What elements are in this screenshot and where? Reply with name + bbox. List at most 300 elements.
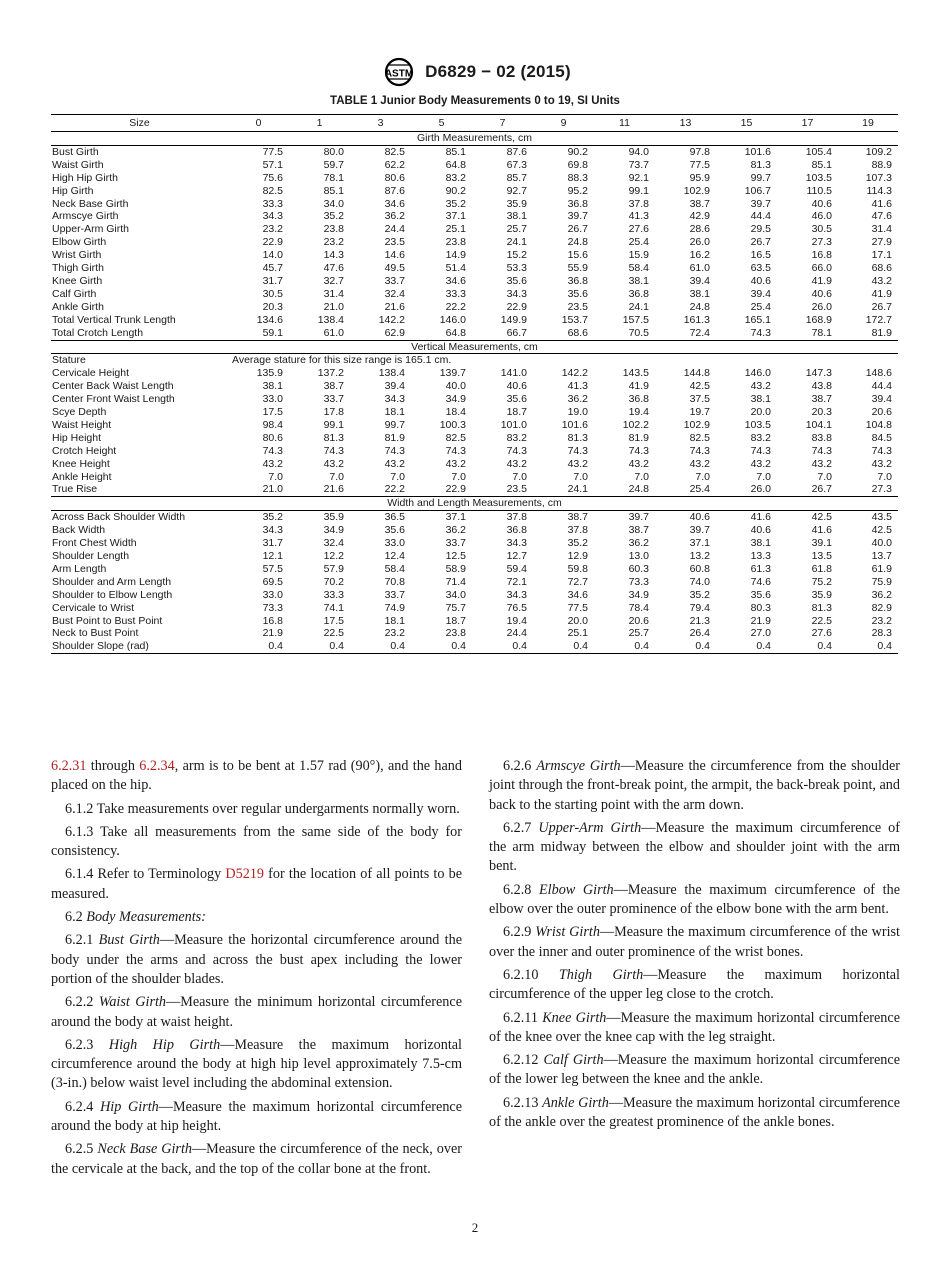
cell-value: 43.2 [323,457,344,470]
cell-value: 43.2 [689,457,710,470]
table-row [51,354,898,367]
row-label: Total Vertical Trunk Length [52,313,176,326]
cell-value: 74.3 [750,444,771,457]
cell-value: 37.8 [628,197,649,210]
cell-value: 35.6 [750,588,771,601]
cell-value: 69.5 [262,575,283,588]
cell-value: 74.3 [811,444,832,457]
row-label: Bust Girth [52,145,99,158]
cell-value: 101.0 [500,418,527,431]
cell-value: 39.4 [689,274,710,287]
cell-value: 134.6 [256,313,283,326]
cell-value: 47.6 [871,210,892,223]
cell-value: 13.0 [628,550,649,562]
cell-value: 36.2 [871,588,892,601]
logo-text: ASTM [385,68,414,80]
row-label: Ankle Height [52,470,112,483]
size-header-cell: 5 [411,115,472,132]
row-label: Ankle Girth [52,300,104,313]
cell-value: 157.5 [622,313,649,326]
cell-value: 41.9 [628,380,649,393]
cell-value: 43.2 [384,457,405,470]
table-row [51,159,898,172]
cell-value: 149.9 [500,313,527,326]
right-column [489,757,900,1136]
row-label: Center Back Waist Length [52,380,174,393]
section-header-row [51,132,898,146]
row-label: Knee Girth [52,274,103,287]
cell-value: 21.6 [323,483,344,496]
cell-value: 36.2 [628,537,649,550]
cell-value: 34.3 [506,588,527,601]
table-row [51,145,898,158]
cell-value: 33.7 [445,537,466,550]
cell-value: 142.2 [378,313,405,326]
cell-value: 15.6 [567,249,588,262]
section-header-row [51,497,898,511]
cell-value: 23.8 [323,223,344,236]
cell-value: 24.8 [628,483,649,496]
cell-value: 40.0 [871,537,892,550]
cell-value: 15.9 [628,249,649,262]
cell-value: 23.5 [384,236,405,249]
cell-value: 12.4 [384,550,405,562]
row-label: Wrist Girth [52,249,102,262]
standard-link[interactable]: D5219 [225,866,265,883]
cell-value: 13.3 [750,550,771,562]
cell-value: 74.3 [262,444,283,457]
cell-value: 31.4 [871,223,892,236]
cell-value: 60.8 [689,562,710,575]
cell-value: 43.2 [567,457,588,470]
size-header-cell: 1 [289,115,350,132]
cell-value: 144.8 [683,367,710,380]
cell-value: 41.3 [567,380,588,393]
cell-value: 80.6 [384,171,405,184]
cell-value: 39.7 [567,210,588,223]
measurements-table [51,114,898,654]
cell-value: 76.5 [506,601,527,614]
cell-value: 61.8 [811,562,832,575]
cell-value: 33.0 [262,588,283,601]
paragraph [489,881,900,920]
cell-value: 35.6 [567,287,588,300]
paragraph-text: —Measure the maximum horizontal circumference of the knee over the knee cap with the leg straight. [489,1009,900,1045]
cell-value: 74.6 [750,575,771,588]
cell-value: 38.1 [262,380,283,393]
row-label: Shoulder Slope (rad) [51,640,228,653]
cell-value: 37.1 [445,210,466,223]
cell-value: 59.1 [262,326,283,339]
cell-value: 74.3 [506,444,527,457]
section-title: Girth Measurements, cm [51,132,898,146]
cell-value: 13.5 [811,550,832,562]
cell-value: 33.3 [445,287,466,300]
cell-value: 34.3 [262,524,283,537]
cell-value: 38.7 [323,380,344,393]
section-number: 6.2.1 [65,932,94,949]
cell-value: 36.8 [567,274,588,287]
row-label: Armscye Girth [52,210,119,223]
cell-value: 61.3 [750,562,771,575]
cell-value: 70.5 [628,326,649,339]
cell-value: 25.7 [506,223,527,236]
cell-value: 24.1 [628,300,649,313]
cell-value: 17.1 [871,249,892,262]
cell-value: 80.0 [323,145,344,158]
cell-value: 95.9 [689,171,710,184]
cell-value: 85.1 [811,158,832,171]
cell-value: 0.4 [228,640,289,653]
cell-value: 29.5 [750,223,771,236]
cell-value: 38.7 [811,393,832,406]
size-header-cell: 13 [655,115,716,132]
paragraph [489,1009,900,1048]
cell-value: 23.8 [445,236,466,249]
cell-value: 13.2 [689,550,710,562]
cell-value: 23.2 [323,236,344,249]
cell-value: 26.0 [689,236,710,249]
cell-value: 62.2 [384,158,405,171]
cell-value: 85.1 [323,184,344,197]
paragraph-text: Refer to Terminology [93,866,226,883]
row-label: Hip Girth [52,184,94,197]
cell-value: 110.5 [806,184,832,197]
section-number: 6.2.10 [503,966,539,983]
section-term: Thigh Girth [558,966,644,983]
cell-value: 34.6 [445,274,466,287]
cell-value: 41.6 [750,511,771,524]
cell-value: 21.9 [262,627,283,640]
table-row [51,223,898,236]
cell-value: 27.0 [750,627,771,640]
row-label: Upper-Arm Girth [52,223,130,236]
cell-value: 34.9 [323,524,344,537]
cell-value: 88.3 [567,171,588,184]
cell-value: 85.7 [506,171,527,184]
cell-value: 0.4 [655,640,716,653]
cell-value: 83.8 [811,431,832,444]
cell-value: 90.2 [445,184,466,197]
cell-value: 43.2 [750,380,771,393]
cell-value: 59.8 [567,562,588,575]
cell-value: 19.7 [689,406,710,419]
cell-value: 41.6 [871,197,892,210]
section-number: 6.2.3 [65,1036,94,1053]
section-number: 6.2.7 [503,819,532,836]
paragraph-text: —Measure the maximum horizontal circumference around the body at hip height. [51,1098,463,1135]
cell-value: 32.4 [323,537,344,550]
paragraph [489,757,900,815]
paragraph [51,823,462,862]
cell-value: 148.6 [865,367,892,380]
table-row [51,483,898,496]
size-header-cell: 3 [350,115,411,132]
table-row [51,445,898,458]
cell-value: 71.4 [445,575,466,588]
cell-value: 16.8 [262,614,283,627]
cell-value: 74.3 [750,326,771,339]
section-link[interactable]: 6.2.31 [51,758,87,774]
cell-value: 19.4 [506,614,527,627]
cell-value: 47.6 [323,262,344,275]
row-note: Average stature for this size range is 165.1 cm. [232,354,452,367]
cell-value: 35.2 [445,197,466,210]
cell-value: 51.4 [445,262,466,275]
cell-value: 74.1 [323,601,344,614]
paragraph [51,1140,462,1179]
cell-value: 14.3 [323,249,344,262]
cell-value: 27.3 [811,236,832,249]
row-label: Hip Height [52,431,102,444]
cell-value: 64.8 [445,158,466,171]
cell-value: 35.2 [689,588,710,601]
cell-value: 35.6 [384,524,405,537]
cell-value: 55.9 [567,262,588,275]
cell-value: 17.8 [323,406,344,419]
paragraph-text: for the location of all points to be measured. [51,866,462,902]
cell-value: 70.8 [384,575,405,588]
cell-value: 137.2 [317,367,344,380]
cell-value: 41.9 [871,287,892,300]
cell-value: 7.0 [817,470,832,483]
cell-value: 35.6 [506,274,527,287]
row-label: Waist Height [52,418,112,431]
row-label: Knee Height [52,457,110,470]
cell-value: 78.1 [811,326,832,339]
cell-value: 22.9 [506,300,527,313]
cell-value: 34.3 [262,210,283,223]
cell-value: 74.9 [384,601,405,614]
cell-value: 82.5 [262,184,283,197]
cell-value: 40.6 [811,197,832,210]
cell-value: 27.3 [871,483,892,496]
cell-value: 25.4 [689,483,710,496]
size-header-cell: 9 [533,115,594,132]
cell-value: 20.6 [871,406,892,419]
cell-value: 20.3 [811,406,832,419]
cell-value: 106.7 [744,184,771,197]
designation: D6829 − 02 (2015) [425,62,571,81]
cell-value: 75.9 [871,575,892,588]
section-link[interactable]: 6.2.34 [139,758,175,774]
paragraph-text: —Measure the maximum horizontal circumference of the lower leg between the knee and the ankle. [489,1052,900,1088]
table-row [51,563,898,576]
cell-value: 38.1 [689,287,710,300]
cell-value: 26.4 [689,627,710,640]
cell-value: 84.5 [871,431,892,444]
cell-value: 7.0 [329,470,344,483]
table-row [51,602,898,615]
cell-value: 107.3 [865,171,892,184]
cell-value: 39.4 [384,380,405,393]
cell-value: 33.7 [384,274,405,287]
row-label: Arm Length [52,562,107,575]
cell-value: 74.3 [567,444,588,457]
cell-value: 7.0 [390,470,405,483]
cell-value: 40.6 [811,287,832,300]
cell-value: 49.5 [384,262,405,275]
cell-value: 60.3 [628,562,649,575]
cell-value: 0.4 [472,640,533,653]
cell-value: 0.4 [289,640,350,653]
row-label: Stature [52,354,86,367]
cell-value: 75.2 [811,575,832,588]
cell-value: 35.9 [506,197,527,210]
row-label: Shoulder and Arm Length [52,575,172,588]
row-label: High Hip Girth [52,171,118,184]
cell-value: 57.9 [323,562,344,575]
cell-value: 104.1 [805,418,832,431]
cell-value: 18.4 [445,406,466,419]
cell-value: 39.7 [689,524,710,537]
cell-value: 78.4 [628,601,649,614]
cell-value: 37.5 [689,393,710,406]
section-term: Armscye Girth [536,758,621,774]
cell-value: 34.6 [384,197,405,210]
paragraph [51,865,462,904]
paragraph [51,800,462,819]
cell-value: 42.5 [811,511,832,524]
cell-value: 102.9 [683,184,710,197]
cell-value: 36.2 [567,393,588,406]
section-term: Bust Girth [98,932,160,949]
cell-value: 43.2 [262,457,283,470]
row-label: Across Back Shoulder Width [52,511,186,524]
cell-value: 22.9 [445,483,466,496]
cell-value: 41.9 [811,274,832,287]
table-row [51,172,898,185]
cell-value: 103.5 [805,171,832,184]
size-header-cell: 11 [594,115,655,132]
cell-value: 43.2 [445,457,466,470]
cell-value: 28.6 [689,223,710,236]
cell-value: 12.7 [506,550,527,562]
cell-value: 74.3 [689,444,710,457]
table-row [51,210,898,223]
cell-value: 21.3 [689,614,710,627]
cell-value: 21.6 [384,300,405,313]
cell-value: 94.0 [628,145,649,158]
row-label: Thigh Girth [52,262,104,275]
section-number: 6.2 [65,909,83,926]
cell-value: 58.4 [628,262,649,275]
cell-value: 38.1 [750,537,771,550]
paragraph [51,757,462,796]
cell-value: 153.7 [561,313,588,326]
cell-value: 43.2 [628,457,649,470]
row-label: Shoulder Length [52,550,130,562]
row-label: Center Front Waist Length [52,393,175,406]
cell-value: 99.7 [750,171,771,184]
cell-value: 87.6 [506,145,527,158]
cell-value: 35.6 [506,393,527,406]
cell-value: 147.3 [805,367,832,380]
cell-value: 40.6 [506,380,527,393]
cell-value: 32.7 [323,274,344,287]
paragraph [51,931,462,989]
cell-value: 17.5 [262,406,283,419]
cell-value: 81.3 [567,431,588,444]
section-number: 6.2.11 [503,1009,538,1026]
cell-value: 99.1 [628,184,649,197]
table-row [51,511,898,524]
cell-value: 59.4 [506,562,527,575]
cell-value: 82.5 [445,431,466,444]
cell-value: 0.4 [716,640,777,653]
cell-value: 77.5 [689,158,710,171]
cell-value: 53.3 [506,262,527,275]
row-label: Shoulder to Elbow Length [52,588,173,601]
size-header-cell: 0 [228,115,289,132]
table-row [51,185,898,198]
cell-value: 168.9 [805,313,832,326]
cell-value: 33.3 [262,197,283,210]
row-label: Bust Point to Bust Point [52,614,163,627]
cell-value: 30.5 [811,223,832,236]
cell-value: 43.8 [811,380,832,393]
table-row [51,458,898,471]
size-header-cell: 7 [472,115,533,132]
cell-value: 39.1 [811,537,832,550]
cell-value: 58.9 [445,562,466,575]
cell-value: 20.0 [567,614,588,627]
cell-value: 146.0 [439,313,466,326]
cell-value: 28.3 [871,627,892,640]
cell-value: 22.9 [262,236,283,249]
cell-value: 37.8 [506,511,527,524]
cell-value: 0.4 [777,640,838,653]
cell-value: 83.2 [750,431,771,444]
cell-value: 40.6 [750,274,771,287]
cell-value: 38.1 [628,274,649,287]
cell-value: 23.8 [445,627,466,640]
cell-value: 18.1 [384,614,405,627]
cell-value: 21.9 [750,614,771,627]
cell-value: 36.2 [445,524,466,537]
cell-value: 61.9 [871,562,892,575]
cell-value: 24.1 [567,483,588,496]
cell-value: 7.0 [877,470,892,483]
table-row [51,524,898,537]
cell-value: 81.3 [750,158,771,171]
paragraph [489,1094,900,1133]
cell-value: 27.6 [811,627,832,640]
paragraph [489,966,900,1005]
cell-value: 22.5 [323,627,344,640]
row-label: Cervicale to Wrist [52,601,135,614]
cell-value: 42.9 [689,210,710,223]
paragraph-text: Take measurements over regular undergarments normally worn. [93,800,460,817]
cell-value: 27.6 [628,223,649,236]
cell-value: 109.2 [865,145,892,158]
cell-value: 44.4 [750,210,771,223]
cell-value: 34.3 [384,393,405,406]
table-row [51,380,898,393]
paragraph-text: —Measure the horizontal circumference around the body under the arms and across the bust apex including the lower portion of the shoulder blades. [51,932,463,987]
page-number: 2 [471,1220,479,1235]
cell-value: 38.7 [567,511,588,524]
cell-value: 26.0 [750,483,771,496]
cell-value: 26.7 [811,483,832,496]
cell-value: 97.8 [689,145,710,158]
cell-value: 0.4 [411,640,472,653]
cell-value: 57.5 [262,562,283,575]
cell-value: 33.0 [384,537,405,550]
cell-value: 62.9 [384,326,405,339]
cell-value: 82.9 [871,601,892,614]
cell-value: 7.0 [573,470,588,483]
